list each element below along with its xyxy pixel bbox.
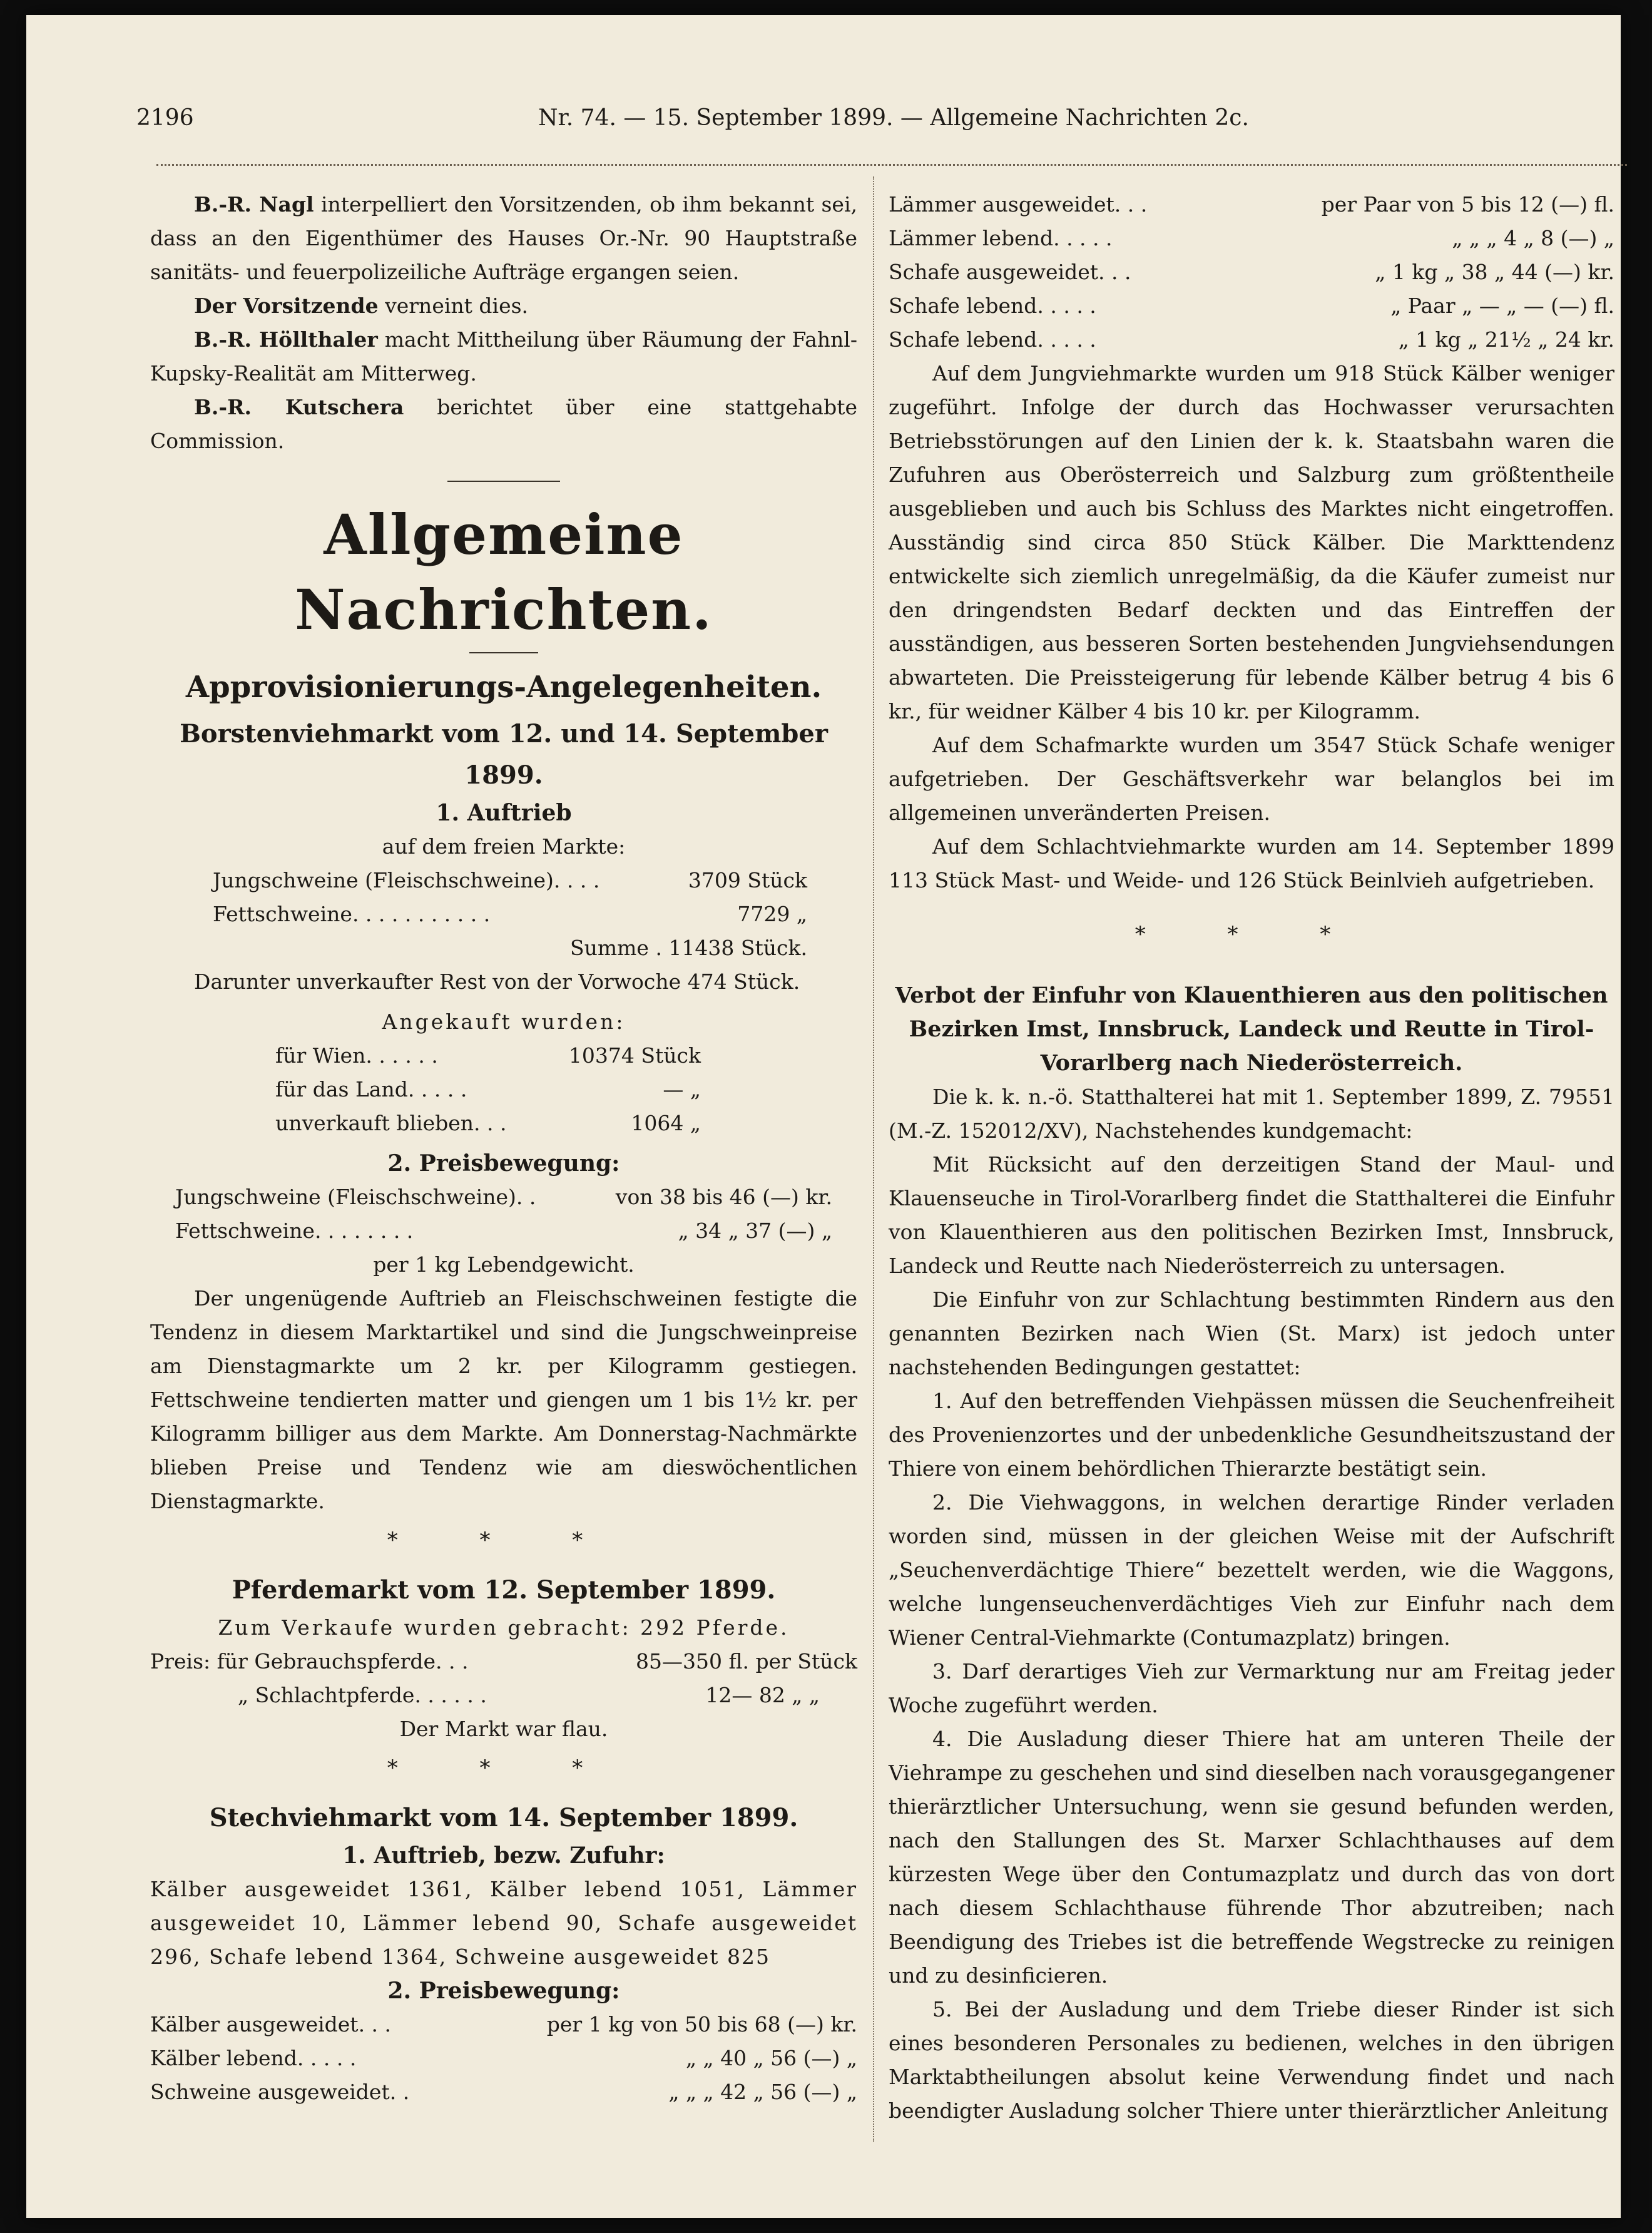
table-row: Fettschweine . . . . . . . . . . . 7729 „ (213, 902, 807, 926)
sum-line: Summe . 11438 Stück. (569, 936, 807, 960)
stars-divider: * * * (387, 1755, 621, 1781)
schafmarkt-text: Auf dem Schafmarkte wurden um 3547 Stück Schafe weniger aufgetrieben. Der Geschäftsverkehr war belanglos bei im allgemeinen unveränderten Preisen. (889, 733, 1614, 825)
table-row: Jungschweine (Fleischschweine) . . von 38 bis 46 (—) kr. (175, 1185, 832, 1209)
left-column (150, 188, 857, 2109)
paragraph-vorsitzende: Der Vorsitzende verneint dies. (194, 294, 529, 318)
table-row: Schafe lebend . . . . . „ Paar „ — „ — (—) fl. (889, 294, 1614, 318)
borstenvieh-sub2: 2. Preisbewegung: (387, 1150, 620, 1177)
rest-line: Darunter unverkaufter Rest von der Vorwoche 474 Stück. (194, 969, 800, 994)
table-row: „ Schlachtpferde . . . . . . 12— 82 „ „ (238, 1683, 820, 1707)
borstenvieh-sub1: 1. Auftrieb (436, 800, 572, 826)
ban-paragraph-6: 3. Darf derartiges Vieh zur Vermarktung nur am Freitag jeder Woche zugeführt werden. (889, 1659, 1614, 1717)
paragraph-nagl: B.-R. Nagl interpelliert den Vorsitzenden, ob ihm bekannt sei, dass an den Eigenthümer des Hauses Or.-Nr. 90 Hauptstraße sanitäts- und feuerpolizeiliche Aufträge ergangen seien. (150, 192, 858, 284)
stars-divider: * * * (387, 1528, 621, 1553)
table-row: Lämmer ausgeweidet . . . per Paar von 5 bis 12 (—) fl. (889, 192, 1614, 217)
stechvieh-sub2: 2. Preisbewegung: (387, 1978, 620, 2004)
ban-paragraph-5: 2. Die Viehwaggons, in welchen derartige Rinder verladen worden sind, müssen in der gleichen Weise mit der Aufschrift „Seuchenverdächtige Thiere“ bezettelt werden, wie die Waggons, welche lungenseuchenverdächtiges Vieh zur Einfuhr nach dem Wiener Central-Viehmarkte (Contumazplatz) bringen. (889, 1490, 1614, 1650)
stechvieh-sub1: 1. Auftrieb, bezw. Zufuhr: (342, 1842, 665, 1869)
column-separator (873, 176, 875, 2142)
table-row: Kälber lebend . . . . . „ „ 40 „ 56 (—) „ (150, 2046, 857, 2070)
table-row: für das Land . . . . . — „ (275, 1077, 701, 1101)
paragraph-kutschera: B.-R. Kutschera berichtet über eine stattgehabte Commission. (150, 395, 857, 453)
table-row: Preis: für Gebrauchspferde . . . 85—350 fl. per Stück (150, 1649, 857, 1673)
pferdemarkt-title: Pferdemarkt vom 12. September 1899. (232, 1575, 776, 1605)
ban-paragraph-3: Die Einfuhr von zur Schlachtung bestimmten Rindern aus den genannten Bezirken nach Wien (St. Marx) ist jedoch unter nachstehenden Bedingungen gestattet: (889, 1287, 1614, 1379)
ban-paragraph-1: Die k. k. n.-ö. Statthalterei hat mit 1. September 1899, Z. 79551 (M.-Z. 152012/XV), Nachstehendes kundgemacht: (889, 1085, 1614, 1143)
section-heading: Approvisionierungs-Angelegenheiten. (185, 670, 822, 705)
table-row: Fettschweine . . . . . . . . „ 34 „ 37 (—) „ (175, 1219, 832, 1243)
ban-paragraph-4: 1. Auf den betreffenden Viehpässen müssen die Seuchenfreiheit des Provenienzortes und der unbedenkliche Gesundheitszustand der Thiere von einem behördlichen Thierarzte bestätigt sein. (889, 1389, 1614, 1481)
borstenvieh-text: Der ungenügende Auftrieb an Fleischschweinen festigte die Tendenz in diesem Marktartikel und sind die Jungschweinpreise am Dienstagmarkte um 2 kr. per Kilogramm gestiegen. Fettschweine tendierten matter und giengen um 1 bis 1½ kr. per Kilogramm billiger aus dem Markte. Am Donnerstag-Nachmärkte blieben Preise und Tendenz wie am dieswöchentlichen Dienstagmarkte. (150, 1286, 857, 1513)
table-row: für Wien . . . . . . 10374 Stück (275, 1043, 701, 1068)
ban-paragraph-7: 4. Die Ausladung dieser Thiere hat am unteren Theile der Viehrampe zu geschehen und sind dieselben nach vorausgegangener thierärztlicher Untersuchung, wenn sie gesund befunden werden, nach den Stallungen des St. Marxer Schlachthauses auf dem kürzesten Wege über den Contumazplatz und durch das von dort nach diesem Schlachthause führende Thor abzutreiben; nach Beendigung des Triebes ist die betreffende Wegstrecke zu reinigen und zu desinficieren. (889, 1727, 1614, 1988)
divider (447, 481, 560, 482)
per-line: per 1 kg Lebendgewicht. (373, 1252, 635, 1277)
table-row: unverkauft blieben . . . 1064 „ (275, 1111, 701, 1135)
ban-paragraph-8: 5. Bei der Ausladung und dem Triebe dieser Rinder ist sich eines besonderen Personales zu bedienen, welches in den übrigen Marktabtheilungen absolut keine Verwendung findet und nach beendigter Ausladung solcher Thiere unter thierärztlicher Anleitung (889, 1997, 1614, 2123)
ban-paragraph-2: Mit Rücksicht auf den derzeitigen Stand der Maul- und Klauenseuche in Tirol-Vorarlberg findet die Statthalterei die Einfuhr von Klauenthieren aus den politischen Bezirken Imst, Innsbruck, Landeck und Reutte nach Niederösterreich zu untersagen. (889, 1152, 1614, 1278)
pferdemarkt-line: Zum Verkaufe wurden gebracht: 292 Pferde. (218, 1615, 790, 1640)
stars-divider: * * * (1134, 922, 1369, 947)
divider (469, 652, 538, 653)
bought-heading: Angekauft wurden: (382, 1009, 626, 1034)
table-row: Lämmer lebend . . . . . „ „ „ 4 „ 8 (—) „ (889, 226, 1614, 250)
stechvieh-title: Stechviehmarkt vom 14. September 1899. (209, 1803, 798, 1832)
jungvieh-text: Auf dem Jungviehmarkte wurden um 918 Stück Kälber weniger zugeführt. Infolge der durch das Hochwasser verursachten Betriebsstörungen auf den Linien der k. k. Staatsbahn waren die Zufuhren aus Oberösterreich und Salzburg zum größtentheile ausgeblieben und auch bis Schluss des Marktes nicht eingetroffen. Ausständig sind circa 850 Stück Kälber. Die Markttendenz entwickelte sich ziemlich unregelmäßig, da die Käufer zumeist nur den dringendsten Bedarf deckten und das Eintreffen der ausständigen, aus besseren Sorten bestehenden Jungviehsendungen abwarteten. Die Preissteigerung für lebende Kälber betrug 4 bis 6 kr., für weidner Kälber 4 bis 10 kr. per Kilogramm. (889, 361, 1614, 723)
pferdemarkt-end: Der Markt war flau. (399, 1717, 608, 1741)
running-title: Nr. 74. — 15. September 1899. — Allgemeine Nachrichten 2c. (538, 105, 1249, 131)
stechvieh-text: Kälber ausgeweidet 1361, Kälber lebend 1051, Lämmer ausgeweidet 10, Lämmer lebend 90, Schafe ausgeweidet 296, Schafe lebend 1364, Schweine ausgeweidet 825 (150, 1877, 857, 1969)
header-rule (156, 164, 1627, 170)
right-column (889, 188, 1614, 2128)
borstenvieh-sub1b: auf dem freien Markte: (382, 834, 626, 859)
main-heading: Allgemeine Nachrichten. (295, 502, 713, 642)
table-row: Schafe ausgeweidet . . . „ 1 kg „ 38 „ 44 (—) kr. (889, 260, 1614, 284)
table-row: Jungschweine (Fleischschweine) . . . . 3709 Stück (213, 868, 807, 892)
page-number: 2196 (136, 105, 194, 131)
paragraph-hoellthaler: B.-R. Höllthaler macht Mittheilung über Räumung der Fahnl-Kupsky-Realität am Mitterweg. (150, 327, 858, 386)
table-row: Schweine ausgeweidet . . „ „ „ 42 „ 56 (—) „ (150, 2080, 857, 2104)
schlachtvieh-text: Auf dem Schlachtviehmarkte wurden am 14. September 1899 113 Stück Mast- und Weide- und 126 Stück Beinlvieh aufgetrieben. (889, 834, 1614, 892)
table-row: Kälber ausgeweidet . . . per 1 kg von 50 bis 68 (—) kr. (150, 2012, 857, 2036)
borstenvieh-title: Borstenviehmarkt vom 12. und 14. September 1899. (180, 719, 828, 790)
ban-title: Verbot der Einfuhr von Klauenthieren aus den politischen Bezirken Imst, Innsbruck, Landeck und Reutte in Tirol-Vorarlberg nach Niederösterreich. (895, 983, 1608, 1076)
table-row: Schafe lebend . . . . . „ 1 kg „ 21½ „ 24 kr. (889, 327, 1614, 352)
